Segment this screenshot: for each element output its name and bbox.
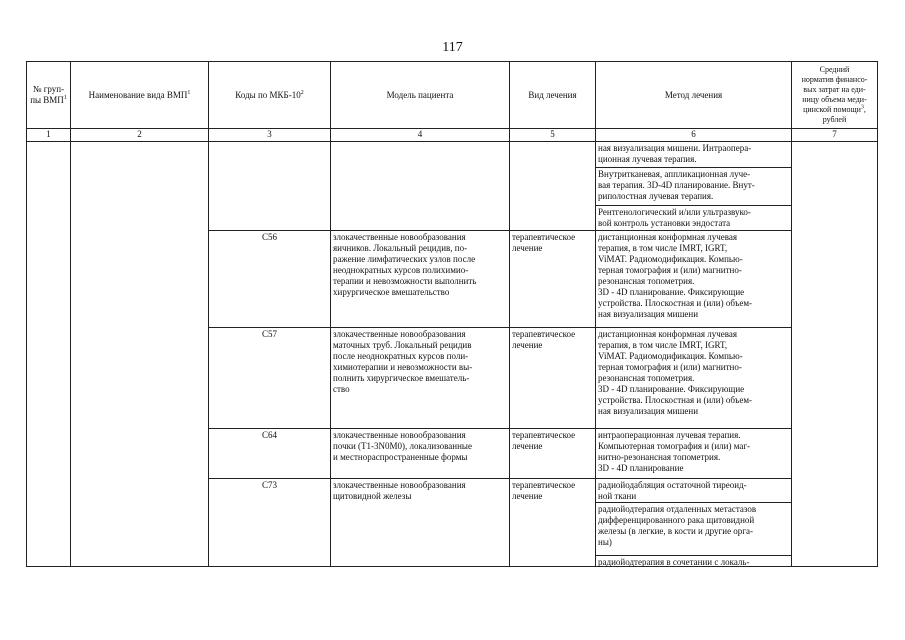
method-text: дистанционная конформная лучевая терапия, в том числе IMRT, IGRT, ViMAT. Радиомодификация. Компью- терная томография и (или) магнитно- резонансная топометрия. 3D - 4D планирование. Фиксирующие устройства. Плоскостная и (или) объем- ная визуализация мишени: [598, 232, 753, 319]
column-number: 6: [691, 129, 696, 139]
header-group-number: № груп- пы ВМП$^1$: [30, 84, 67, 105]
icd-code: C57: [261, 329, 277, 339]
method-divider: [595, 167, 791, 168]
column-number: 4: [417, 129, 423, 139]
patient-model: злокачественные новообразования яичников. Локальный рецидив, по- ражение лимфатических узлов после неоднократных курсов полихимио- терапии и невозможности выполнить хирургическое вмешательство: [333, 232, 477, 297]
header-treatment-type: Вид лечения: [528, 89, 577, 100]
column-number: 3: [267, 129, 272, 139]
header-patient-model: Модель пациента: [386, 89, 454, 100]
icd-code: C56: [261, 232, 277, 242]
method-text: радиойодтерапия в сочетании с локаль-: [598, 557, 750, 567]
header-treatment-method: Метод лечения: [664, 89, 723, 100]
icd-code: C64: [261, 430, 277, 440]
row-divider: [208, 230, 791, 231]
treatment-type: терапевтическое лечение: [512, 329, 576, 350]
column-number: 2: [137, 129, 142, 139]
method-divider: [595, 555, 791, 556]
data-table: [26, 61, 878, 567]
page-number: 117: [442, 40, 463, 55]
patient-model: злокачественные новообразования щитовидной железы: [333, 480, 466, 501]
row-divider: [208, 327, 791, 328]
column-number: 1: [46, 129, 51, 139]
header-vmp-name: Наименование вида ВМП$^1$: [88, 89, 191, 100]
method-text: радиойодтерапия отдаленных метастазов дифференцированного рака щитовидной железы (в легкие, в кости и другие орга- ны): [598, 504, 757, 547]
method-divider: [595, 205, 791, 206]
method-text: ная визуализация мишени. Интраопера- ционная лучевая терапия.: [598, 143, 752, 164]
header-cost-norm: Средний норматив финансо- вых затрат на еди- ницу объема меди- цинской помощи$^3$, рублей: [801, 65, 868, 124]
method-text: интраоперационная лучевая терапия. Компьютерная томография и (или) маг- нитно-резонансная топометрия. 3D - 4D планирование: [598, 430, 751, 473]
patient-model: злокачественные новообразования почки (T1-3N0M0), локализованные и местнораспространенные формы: [333, 430, 472, 462]
row-divider: [208, 478, 791, 479]
method-divider: [595, 502, 791, 503]
patient-model: злокачественные новообразования маточных труб. Локальный рецидив после неоднократных курсов поли- химиотерапии и невозможности вы- полнить хирургическое вмешатель- ство: [333, 329, 473, 394]
treatment-type: терапевтическое лечение: [512, 480, 576, 501]
column-number: 5: [550, 129, 555, 139]
header-icd-codes: Коды по МКБ-$10^2$: [235, 89, 304, 100]
treatment-type: терапевтическое лечение: [512, 232, 576, 253]
method-text: радиойодабляция остаточной тиреоид- ной ткани: [598, 480, 747, 501]
method-text: дистанционная конформная лучевая терапия, в том числе IMRT, IGRT, ViMAT. Радиомодификация. Компью- терная томография и (или) магнитно- резонансная топометрия. 3D - 4D планирование. Фиксирующие устройства. Плоскостная и (или) объем- ная визуализация мишени: [598, 329, 753, 416]
icd-code: C73: [261, 480, 277, 490]
method-text: Внутритканевая, аппликационная луче- вая терапия. 3D-4D планирование. Внут- риполостная лучевая терапия.: [598, 169, 755, 201]
method-text: Рентгенологический и/или ультразвуко- вой контроль установки эндостата: [598, 207, 751, 228]
column-number: 7: [832, 129, 837, 139]
column-number-divider: [27, 141, 877, 142]
row-divider: [208, 428, 791, 429]
treatment-type: терапевтическое лечение: [512, 430, 576, 451]
